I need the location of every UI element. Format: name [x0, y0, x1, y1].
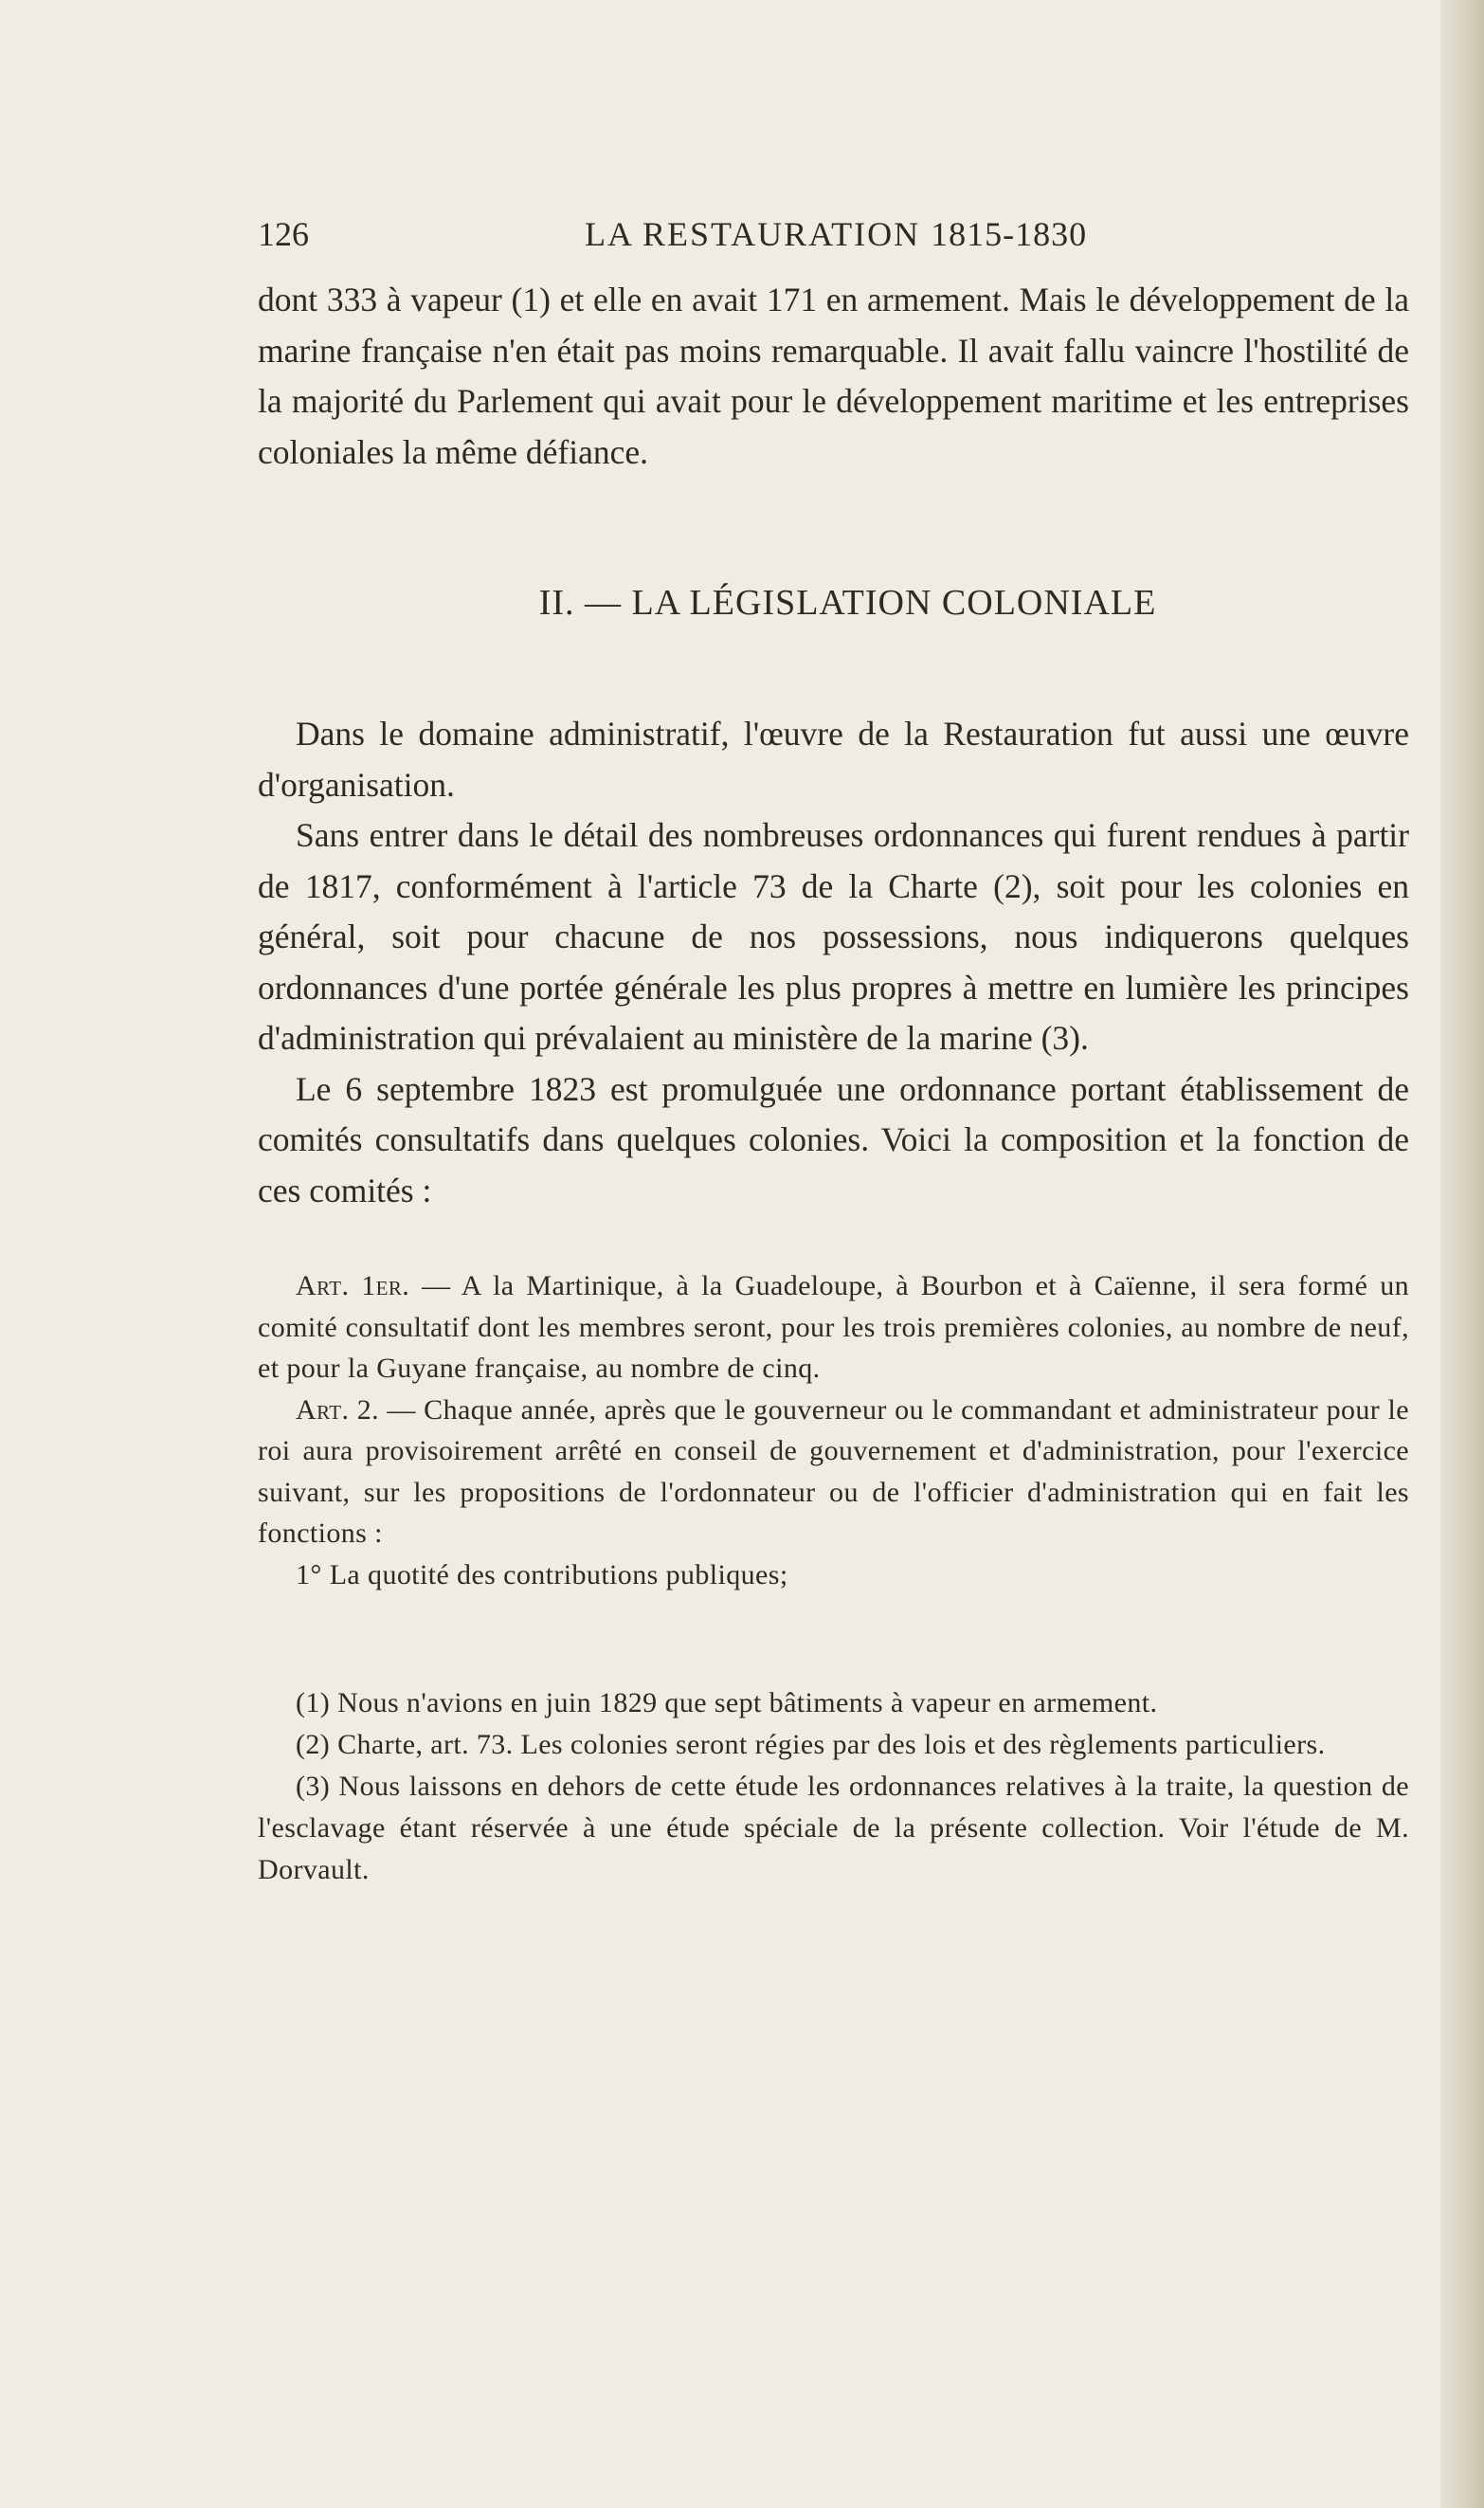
footnote: (2) Charte, art. 73. Les colonies seront régies par des lois et des règlements particuliers.	[296, 1729, 1326, 1760]
footnote: (3) Nous laissons en dehors de cette étude les ordonnances relatives à la traite, la question de l'esclavage étant réservée à une étude spéciale de la présente collection. Voir l'étude de M. Dorvault.	[258, 1771, 1409, 1885]
footnotes	[258, 1682, 1409, 1891]
page-number: 126	[258, 215, 309, 253]
article-list-item	[258, 1554, 1409, 1596]
article-text: 1° La quotité des contributions publiques;	[296, 1558, 788, 1590]
page-header	[258, 214, 1409, 271]
running-head	[585, 214, 1087, 254]
page-body	[258, 275, 1409, 1891]
intro-paragraph: dont 333 à vapeur (1) et elle en avait 171 en armement. Mais le développement de la marine française n'en était pas moins remarquable. Il avait fallu vaincre l'hostilité de la majorité du Parlement qui avait pour le développement maritime et les entreprises coloniales la même défiance.	[258, 281, 1409, 471]
article-2	[258, 1390, 1409, 1554]
footnote: (1) Nous n'avions en juin 1829 que sept bâtiments à vapeur en armement.	[296, 1687, 1158, 1718]
section-paragraph: Dans le domaine administratif, l'œuvre de la Restauration fut aussi une œuvre d'organisation.	[258, 715, 1409, 804]
article-1	[258, 1265, 1409, 1390]
article-text: — A la Martinique, à la Guadeloupe, à Bourbon et à Caïenne, il sera formé un comité consultatif dont les membres seront, pour les trois premières colonies, au nombre de neuf, et pour la Guyane française, au nombre de cinq.	[258, 1270, 1409, 1384]
article-text: — Chaque année, après que le gouverneur ou le commandant et administrateur pour le roi aura provisoirement arrêté en conseil de gouvernement et d'administration, pour l'exercice suivant, sur les propositions de l'ordonnateur ou de l'officier d'administration qui en fait les fonctions :	[258, 1393, 1409, 1549]
section-heading: II. — LA LÉGISLATION COLONIALE	[538, 583, 1157, 623]
section-paragraph: Le 6 septembre 1823 est promulguée une ordonnance portant établissement de comités consultatifs dans quelques colonies. Voici la composition et la fonction de ces comités :	[258, 1069, 1409, 1209]
running-head-title: LA RESTAURATION	[585, 215, 921, 253]
article-label: Art. 1er.	[296, 1270, 410, 1301]
running-head-dates: 1815-1830	[931, 215, 1088, 253]
article-label: Art. 2.	[296, 1393, 380, 1426]
section-paragraph: Sans entrer dans le détail des nombreuses ordonnances qui furent rendues à partir de 1817, conformément à l'article 73 de la Charte (2), soit pour les colonies en général, soit pour chacune de nos possessions, nous indiquerons quelques ordonnances d'une portée générale les plus propres à mettre en lumière les principes d'administration qui prévalaient au ministère de la marine (3).	[258, 816, 1409, 1057]
